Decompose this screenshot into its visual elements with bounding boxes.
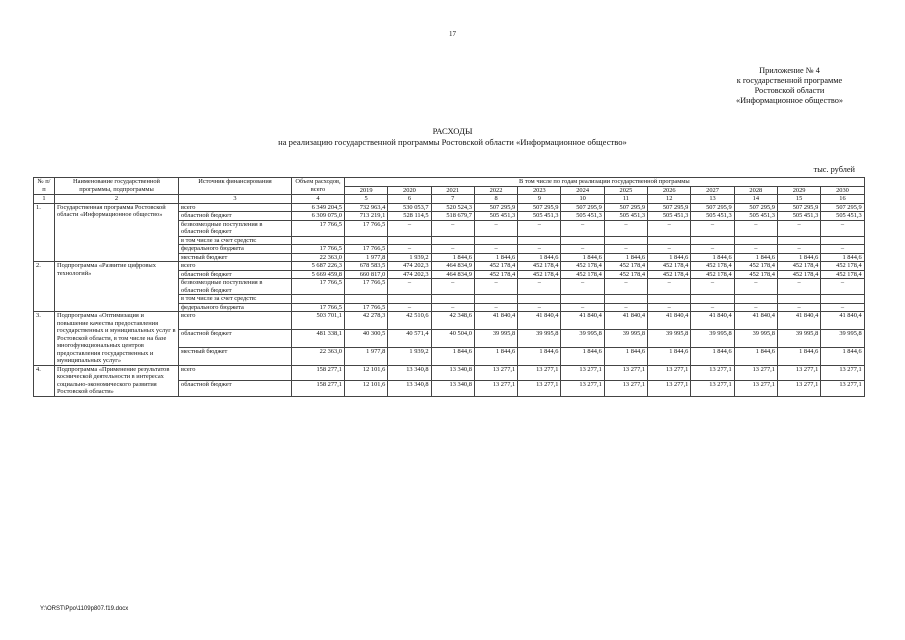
year-value: – xyxy=(734,303,777,312)
year-value: 505 451,3 xyxy=(691,212,734,221)
year-value: – xyxy=(691,220,734,236)
year-value: 1 844,6 xyxy=(474,347,517,365)
year-value: 1 844,6 xyxy=(474,253,517,262)
appendix-line-1: Приложение № 4 xyxy=(759,66,820,75)
year-value: 1 844,6 xyxy=(518,253,561,262)
program-name: Государственная программа Ростовской области «Информационное общество» xyxy=(55,203,179,262)
total-value: 481 338,1 xyxy=(292,329,345,347)
year-value: 518 679,7 xyxy=(431,212,474,221)
row-number: 2. xyxy=(34,262,55,312)
year-value: 17 766,5 xyxy=(345,279,388,295)
year-value: – xyxy=(734,279,777,295)
year-value: – xyxy=(561,245,604,254)
year-value: 1 939,2 xyxy=(388,253,431,262)
year-value xyxy=(345,236,388,245)
year-value: 660 817,0 xyxy=(345,270,388,279)
appendix-line-4: «Информационное общество» xyxy=(735,96,843,105)
year-value: 452 178,4 xyxy=(821,270,864,279)
year-value: 41 840,4 xyxy=(777,312,820,330)
year-value: – xyxy=(388,279,431,295)
column-number: 9 xyxy=(518,195,561,204)
year-value: 505 451,3 xyxy=(648,212,691,221)
year-value: – xyxy=(518,303,561,312)
column-number: 7 xyxy=(431,195,474,204)
year-value xyxy=(561,295,604,304)
title-sub: на реализацию государственной программы Ростовской области «Информационное общество» xyxy=(278,137,627,147)
total-value: 17 766,5 xyxy=(292,245,345,254)
year-value: 41 840,4 xyxy=(561,312,604,330)
year-value: – xyxy=(777,303,820,312)
year-value xyxy=(388,295,431,304)
year-value: 505 451,3 xyxy=(777,212,820,221)
header-years-caption: В том числе по годам реализации государственной программы xyxy=(345,178,865,187)
year-value xyxy=(821,295,864,304)
year-value: – xyxy=(821,279,864,295)
table-row xyxy=(34,312,865,330)
header-year: 2023 xyxy=(518,186,561,195)
column-number: 13 xyxy=(691,195,734,204)
program-name: Подпрограмма «Оптимизация и повышение качества предоставления государственных и муниципальных услуг в Ростовской области, в том числе на базе многофункциональных центров предоставления государственных и муниципальных услуг» xyxy=(55,312,179,366)
header-total: Объем расходов, всего xyxy=(292,178,345,195)
year-value: – xyxy=(691,279,734,295)
year-value xyxy=(474,295,517,304)
year-value: 507 295,9 xyxy=(561,203,604,212)
column-number: 11 xyxy=(604,195,647,204)
year-value: 505 451,3 xyxy=(474,212,517,221)
year-value: 452 178,4 xyxy=(474,262,517,271)
year-value: 40 504,0 xyxy=(431,329,474,347)
year-value: 507 295,9 xyxy=(474,203,517,212)
year-value: 12 101,6 xyxy=(345,381,388,397)
year-value: 13 277,1 xyxy=(821,381,864,397)
total-value xyxy=(292,236,345,245)
year-value xyxy=(648,295,691,304)
year-value: 13 277,1 xyxy=(474,381,517,397)
year-value: 13 277,1 xyxy=(734,365,777,381)
year-value xyxy=(777,236,820,245)
year-value: 1 844,6 xyxy=(691,253,734,262)
year-value xyxy=(431,295,474,304)
year-value: 39 995,8 xyxy=(474,329,517,347)
appendix-line-3: Ростовской области xyxy=(754,86,825,95)
table-row xyxy=(34,203,865,212)
funding-source: областной бюджет xyxy=(179,212,292,221)
funding-source: всего xyxy=(179,262,292,271)
year-value: 713 219,1 xyxy=(345,212,388,221)
total-value: 17 766,5 xyxy=(292,279,345,295)
year-value: 17 766,5 xyxy=(345,220,388,236)
year-value xyxy=(604,236,647,245)
year-value: 1 844,6 xyxy=(604,253,647,262)
funding-source: областной бюджет xyxy=(179,270,292,279)
funding-source: местный бюджет xyxy=(179,347,292,365)
year-value: 13 340,8 xyxy=(388,381,431,397)
year-value: 41 840,4 xyxy=(474,312,517,330)
year-value: 507 295,9 xyxy=(777,203,820,212)
column-number: 14 xyxy=(734,195,777,204)
total-value: 503 701,1 xyxy=(292,312,345,330)
year-value: 42 510,6 xyxy=(388,312,431,330)
year-value xyxy=(388,236,431,245)
year-value: – xyxy=(474,220,517,236)
year-value: 452 178,4 xyxy=(518,262,561,271)
year-value: 1 977,8 xyxy=(345,253,388,262)
year-value: 39 995,8 xyxy=(734,329,777,347)
header-year: 2021 xyxy=(431,186,474,195)
year-value: 507 295,9 xyxy=(691,203,734,212)
year-value: – xyxy=(561,279,604,295)
year-value: 1 844,6 xyxy=(518,347,561,365)
year-value: 13 277,1 xyxy=(518,365,561,381)
total-value: 158 277,1 xyxy=(292,381,345,397)
total-value: 6 309 075,0 xyxy=(292,212,345,221)
year-value: – xyxy=(821,303,864,312)
table-row xyxy=(34,365,865,381)
header-year: 2027 xyxy=(691,186,734,195)
column-number: 5 xyxy=(345,195,388,204)
column-number: 10 xyxy=(561,195,604,204)
year-value: 452 178,4 xyxy=(734,262,777,271)
year-value xyxy=(561,236,604,245)
year-value: 42 348,6 xyxy=(431,312,474,330)
funding-source: местный бюджет xyxy=(179,253,292,262)
funding-source: безвозмездные поступления в областной бюджет xyxy=(179,279,292,295)
year-value: 507 295,9 xyxy=(648,203,691,212)
year-value: – xyxy=(518,245,561,254)
year-value xyxy=(734,295,777,304)
year-value: 1 844,6 xyxy=(777,347,820,365)
year-value: 1 844,6 xyxy=(648,347,691,365)
year-value: – xyxy=(474,279,517,295)
table-row xyxy=(34,262,865,271)
column-number: 15 xyxy=(777,195,820,204)
year-value: 39 995,8 xyxy=(691,329,734,347)
header-year: 2024 xyxy=(561,186,604,195)
funding-source: всего xyxy=(179,365,292,381)
header-year: 2026 xyxy=(648,186,691,195)
header-year: 2028 xyxy=(734,186,777,195)
year-value: – xyxy=(518,220,561,236)
year-value: 452 178,4 xyxy=(561,262,604,271)
year-value: 452 178,4 xyxy=(691,262,734,271)
year-value: 39 995,8 xyxy=(648,329,691,347)
year-value: – xyxy=(431,220,474,236)
year-value: – xyxy=(648,220,691,236)
year-value: – xyxy=(604,245,647,254)
total-value: 5 669 459,8 xyxy=(292,270,345,279)
column-number: 6 xyxy=(388,195,431,204)
header-year: 2029 xyxy=(777,186,820,195)
year-value: 13 340,8 xyxy=(431,365,474,381)
year-value xyxy=(734,236,777,245)
year-value: – xyxy=(474,245,517,254)
year-value xyxy=(648,236,691,245)
year-value: 39 995,8 xyxy=(777,329,820,347)
title-main: РАСХОДЫ xyxy=(432,126,473,136)
year-value: – xyxy=(777,279,820,295)
funding-source: федерального бюджета xyxy=(179,245,292,254)
year-value: 1 844,6 xyxy=(734,347,777,365)
year-value: 507 295,9 xyxy=(604,203,647,212)
year-value xyxy=(474,236,517,245)
year-value: – xyxy=(474,303,517,312)
year-value: 13 277,1 xyxy=(518,381,561,397)
total-value: 22 363,0 xyxy=(292,253,345,262)
year-value: 1 844,6 xyxy=(561,253,604,262)
year-value xyxy=(518,236,561,245)
year-value: 41 840,4 xyxy=(691,312,734,330)
year-value: – xyxy=(777,220,820,236)
year-value: 39 995,8 xyxy=(821,329,864,347)
funding-source: областной бюджет xyxy=(179,381,292,397)
year-value: 520 524,3 xyxy=(431,203,474,212)
year-value: 17 766,5 xyxy=(345,303,388,312)
year-value: – xyxy=(648,245,691,254)
year-value xyxy=(604,295,647,304)
year-value: 39 995,8 xyxy=(604,329,647,347)
header-year: 2022 xyxy=(474,186,517,195)
year-value: 13 277,1 xyxy=(561,365,604,381)
header-source: Источник финансирования xyxy=(179,178,292,195)
year-value: 1 844,6 xyxy=(648,253,691,262)
year-value: 505 451,3 xyxy=(821,212,864,221)
year-value: 13 340,8 xyxy=(388,365,431,381)
year-value: 12 101,6 xyxy=(345,365,388,381)
funding-source: областной бюджет xyxy=(179,329,292,347)
year-value: 13 277,1 xyxy=(777,365,820,381)
year-value: – xyxy=(691,245,734,254)
year-value: 452 178,4 xyxy=(474,270,517,279)
funding-source: федерального бюджета xyxy=(179,303,292,312)
column-number: 12 xyxy=(648,195,691,204)
year-value: – xyxy=(821,220,864,236)
year-value: 507 295,9 xyxy=(734,203,777,212)
table-header xyxy=(34,178,865,195)
column-number: 3 xyxy=(179,195,292,204)
year-value: 452 178,4 xyxy=(648,262,691,271)
year-value: 1 844,6 xyxy=(431,347,474,365)
year-value: 41 840,4 xyxy=(648,312,691,330)
year-value: 530 053,7 xyxy=(388,203,431,212)
year-value: – xyxy=(648,279,691,295)
column-number: 8 xyxy=(474,195,517,204)
year-value: – xyxy=(561,303,604,312)
year-value: 13 277,1 xyxy=(561,381,604,397)
header-name: Наименование государственной программы, подпрограммы xyxy=(55,178,179,195)
year-value xyxy=(431,236,474,245)
year-value: 507 295,9 xyxy=(821,203,864,212)
row-number: 4. xyxy=(34,365,55,396)
program-name: Подпрограмма «Применение результатов космической деятельности в интересах социально-экономического развития Ростовской области» xyxy=(55,365,179,396)
table-body xyxy=(34,195,865,397)
appendix-block xyxy=(736,66,843,106)
year-value: – xyxy=(648,303,691,312)
year-value xyxy=(777,295,820,304)
year-value: – xyxy=(561,220,604,236)
row-number: 3. xyxy=(34,312,55,366)
year-value xyxy=(691,236,734,245)
year-value: 13 277,1 xyxy=(691,381,734,397)
year-value: 13 277,1 xyxy=(604,365,647,381)
header-year: 2025 xyxy=(604,186,647,195)
year-value: 13 277,1 xyxy=(734,381,777,397)
year-value: 452 178,4 xyxy=(821,262,864,271)
year-value: – xyxy=(388,303,431,312)
year-value: 13 277,1 xyxy=(691,365,734,381)
year-value: 39 995,8 xyxy=(561,329,604,347)
header-year: 2020 xyxy=(388,186,431,195)
column-number: 1 xyxy=(34,195,55,204)
year-value: – xyxy=(431,245,474,254)
year-value: – xyxy=(431,279,474,295)
header-num: № п/п xyxy=(34,178,55,195)
year-value: 505 451,3 xyxy=(518,212,561,221)
year-value: 40 300,5 xyxy=(345,329,388,347)
year-value: 474 202,3 xyxy=(388,270,431,279)
year-value: 507 295,9 xyxy=(518,203,561,212)
year-value: – xyxy=(518,279,561,295)
year-value: – xyxy=(604,220,647,236)
year-value xyxy=(821,236,864,245)
year-value: 13 277,1 xyxy=(821,365,864,381)
year-value: 17 766,5 xyxy=(345,245,388,254)
total-value: 17 766,5 xyxy=(292,220,345,236)
year-value: – xyxy=(388,245,431,254)
column-number: 16 xyxy=(821,195,864,204)
year-value: – xyxy=(734,245,777,254)
year-value: 1 844,6 xyxy=(431,253,474,262)
year-value: 1 844,6 xyxy=(691,347,734,365)
year-value: 13 340,8 xyxy=(431,381,474,397)
year-value: 13 277,1 xyxy=(474,365,517,381)
year-value: – xyxy=(777,245,820,254)
year-value: 452 178,4 xyxy=(777,262,820,271)
year-value: – xyxy=(604,303,647,312)
file-path-footer: Y:\ORST\Ppo\1109p807.f19.docx xyxy=(40,606,129,612)
year-value: – xyxy=(734,220,777,236)
year-value: 41 840,4 xyxy=(821,312,864,330)
funding-source: в том числе за счет средств: xyxy=(179,236,292,245)
year-value: 452 178,4 xyxy=(604,270,647,279)
year-value: 39 995,8 xyxy=(518,329,561,347)
funding-source: в том числе за счет средств: xyxy=(179,295,292,304)
year-value: 464 834,9 xyxy=(431,262,474,271)
year-value: 474 202,3 xyxy=(388,262,431,271)
program-name: Подпрограмма «Развитие цифровых технологий» xyxy=(55,262,179,312)
year-value: 452 178,4 xyxy=(648,270,691,279)
total-value: 6 349 204,5 xyxy=(292,203,345,212)
year-value: 505 451,3 xyxy=(561,212,604,221)
year-value: 678 583,5 xyxy=(345,262,388,271)
year-value: 1 844,6 xyxy=(777,253,820,262)
year-value: 13 277,1 xyxy=(777,381,820,397)
year-value: 13 277,1 xyxy=(648,381,691,397)
year-value xyxy=(691,295,734,304)
year-value: – xyxy=(604,279,647,295)
year-value: 464 834,9 xyxy=(431,270,474,279)
year-value: 1 977,8 xyxy=(345,347,388,365)
year-value: – xyxy=(821,245,864,254)
year-value: 732 963,4 xyxy=(345,203,388,212)
funding-source: безвозмездные поступления в областной бюджет xyxy=(179,220,292,236)
year-value: – xyxy=(431,303,474,312)
column-number: 2 xyxy=(55,195,179,204)
row-number: 1. xyxy=(34,203,55,262)
year-value: 1 844,6 xyxy=(821,347,864,365)
year-value: 505 451,3 xyxy=(604,212,647,221)
funding-source: всего xyxy=(179,203,292,212)
year-value: 1 844,6 xyxy=(604,347,647,365)
total-value: 22 363,0 xyxy=(292,347,345,365)
document-title xyxy=(0,126,905,148)
year-value: 40 571,4 xyxy=(388,329,431,347)
page-number: 17 xyxy=(449,30,456,38)
expenses-table xyxy=(33,177,865,397)
year-value xyxy=(518,295,561,304)
funding-source: всего xyxy=(179,312,292,330)
year-value: 528 114,5 xyxy=(388,212,431,221)
column-numbers-row xyxy=(34,195,865,204)
year-value: 452 178,4 xyxy=(691,270,734,279)
total-value xyxy=(292,295,345,304)
year-value: 42 278,3 xyxy=(345,312,388,330)
year-value: 13 277,1 xyxy=(648,365,691,381)
year-value: – xyxy=(388,220,431,236)
year-value: 41 840,4 xyxy=(518,312,561,330)
year-value: 1 844,6 xyxy=(561,347,604,365)
year-value: 505 451,3 xyxy=(734,212,777,221)
column-number: 4 xyxy=(292,195,345,204)
header-year: 2030 xyxy=(821,186,864,195)
header-year: 2019 xyxy=(345,186,388,195)
year-value: 452 178,4 xyxy=(604,262,647,271)
year-value: 1 844,6 xyxy=(821,253,864,262)
year-value: 452 178,4 xyxy=(777,270,820,279)
year-value xyxy=(345,295,388,304)
year-value: 41 840,4 xyxy=(734,312,777,330)
year-value: 1 939,2 xyxy=(388,347,431,365)
units-label: тыс. рублей xyxy=(813,165,855,174)
year-value: 452 178,4 xyxy=(734,270,777,279)
year-value: 41 840,4 xyxy=(604,312,647,330)
year-value: 13 277,1 xyxy=(604,381,647,397)
year-value: – xyxy=(691,303,734,312)
year-value: 452 178,4 xyxy=(561,270,604,279)
year-value: 452 178,4 xyxy=(518,270,561,279)
appendix-line-2: к государственной программе xyxy=(736,76,843,85)
total-value: 158 277,1 xyxy=(292,365,345,381)
year-value: 1 844,6 xyxy=(734,253,777,262)
total-value: 17 766,5 xyxy=(292,303,345,312)
total-value: 5 687 226,3 xyxy=(292,262,345,271)
